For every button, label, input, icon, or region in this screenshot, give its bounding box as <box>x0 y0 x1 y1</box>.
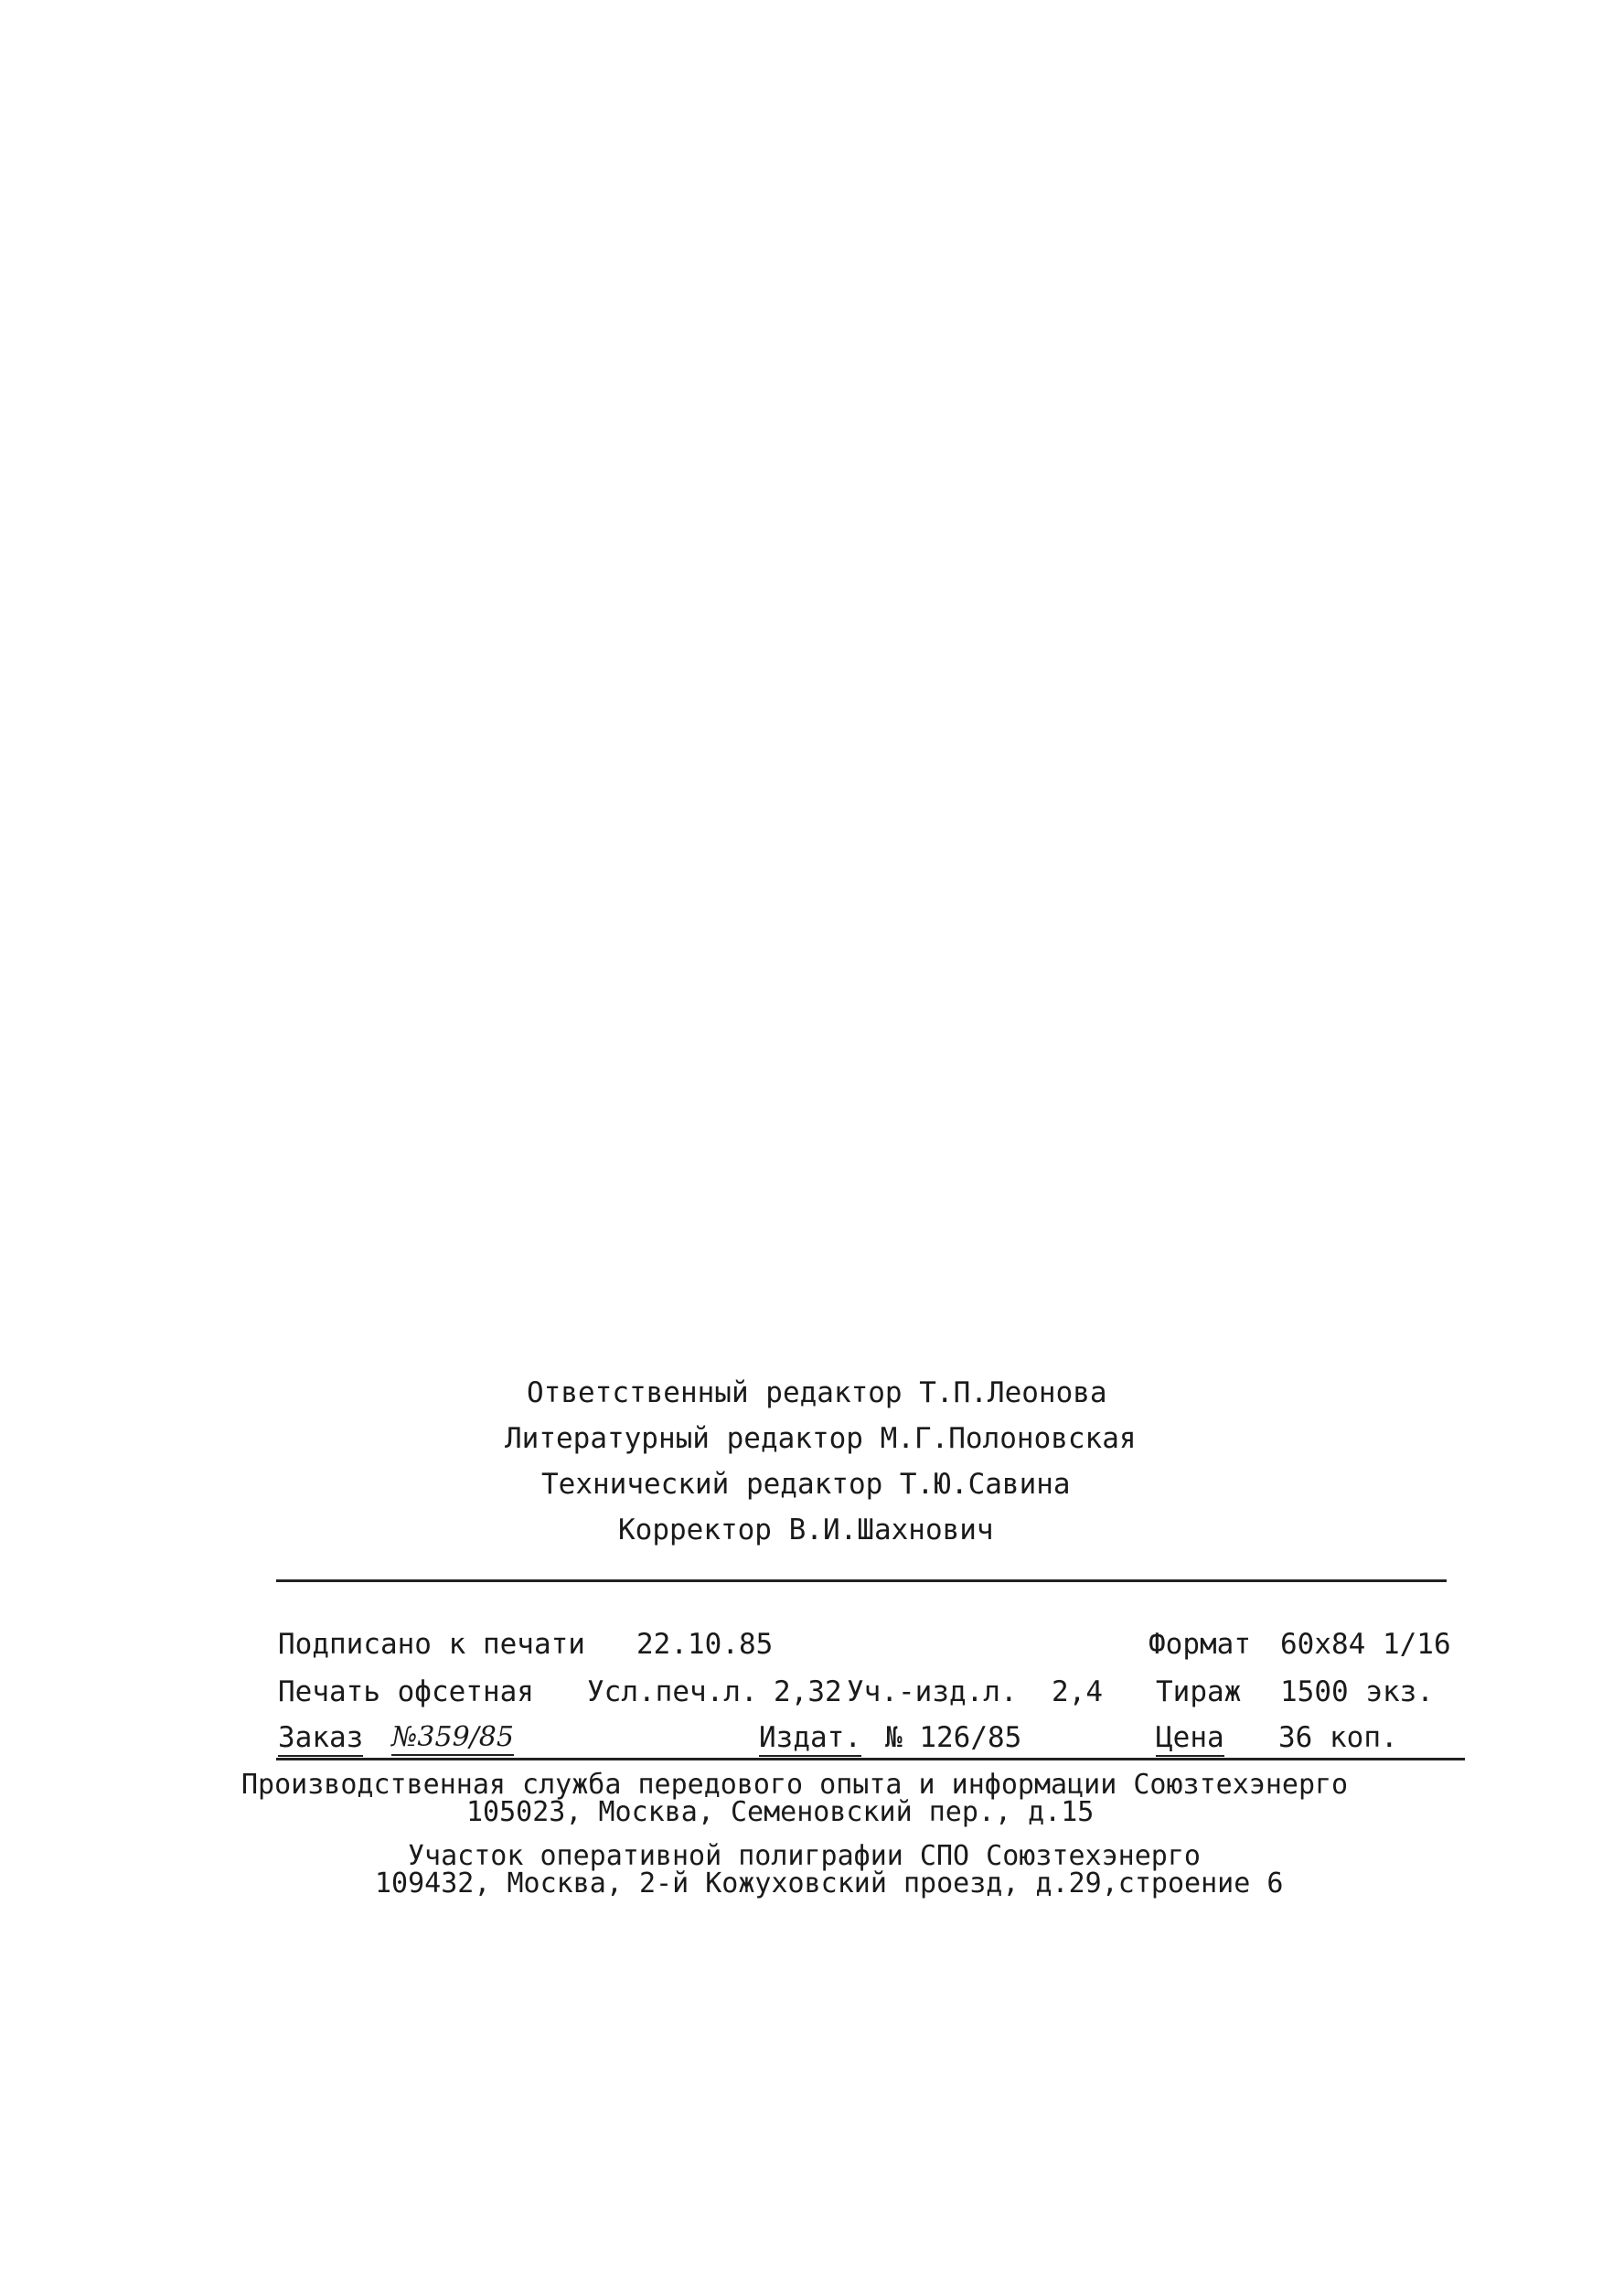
signed-date: 22.10.85 <box>636 1628 774 1661</box>
order-label: Заказ <box>278 1721 363 1757</box>
circulation-value: 1500 экз. <box>1280 1675 1434 1708</box>
literary-editor: Литературный редактор М.Г.Полоновская <box>505 1422 1137 1455</box>
conv-sheets-label: Усл.печ.л. <box>587 1675 758 1708</box>
circulation-label: Тираж <box>1156 1675 1242 1708</box>
signed-label: Подписано к печати <box>278 1628 585 1661</box>
printer-address: 109432, Москва, 2-й Кожуховский проезд, д.29,строение 6 <box>375 1867 1284 1899</box>
order-value: №359/85 <box>391 1721 514 1756</box>
conv-sheets-value: 2,32 <box>774 1675 842 1708</box>
publisher-name: Производственная служба передового опыта и информации Союзтехэнерго <box>241 1769 1349 1801</box>
pub-sheets-value: 2,4 <box>1052 1675 1103 1708</box>
publisher-address: 105023, Москва, Семеновский пер., д.15 <box>466 1796 1095 1828</box>
proofreader: Корректор В.И.Шахнович <box>618 1514 994 1546</box>
price-value: 36 коп. <box>1278 1721 1398 1754</box>
responsible-editor: Ответственный редактор Т.П.Леонова <box>527 1376 1107 1409</box>
format-label: Формат <box>1149 1628 1251 1661</box>
printer-name: Участок оперативной полиграфии СПО Союзтехэнерго <box>408 1840 1201 1872</box>
price-label: Цена <box>1156 1721 1224 1757</box>
imprint-top-rule <box>276 1579 1447 1582</box>
technical-editor: Технический редактор Т.Ю.Савина <box>541 1468 1071 1501</box>
format-value: 60х84 1/16 <box>1280 1628 1451 1661</box>
edition-value: № 126/85 <box>885 1721 1022 1754</box>
print-type: Печать офсетная <box>278 1675 534 1708</box>
pub-sheets-label: Уч.-изд.л. <box>847 1675 1018 1708</box>
edition-label: Издат. <box>759 1721 861 1757</box>
imprint-bottom-rule <box>276 1758 1465 1760</box>
